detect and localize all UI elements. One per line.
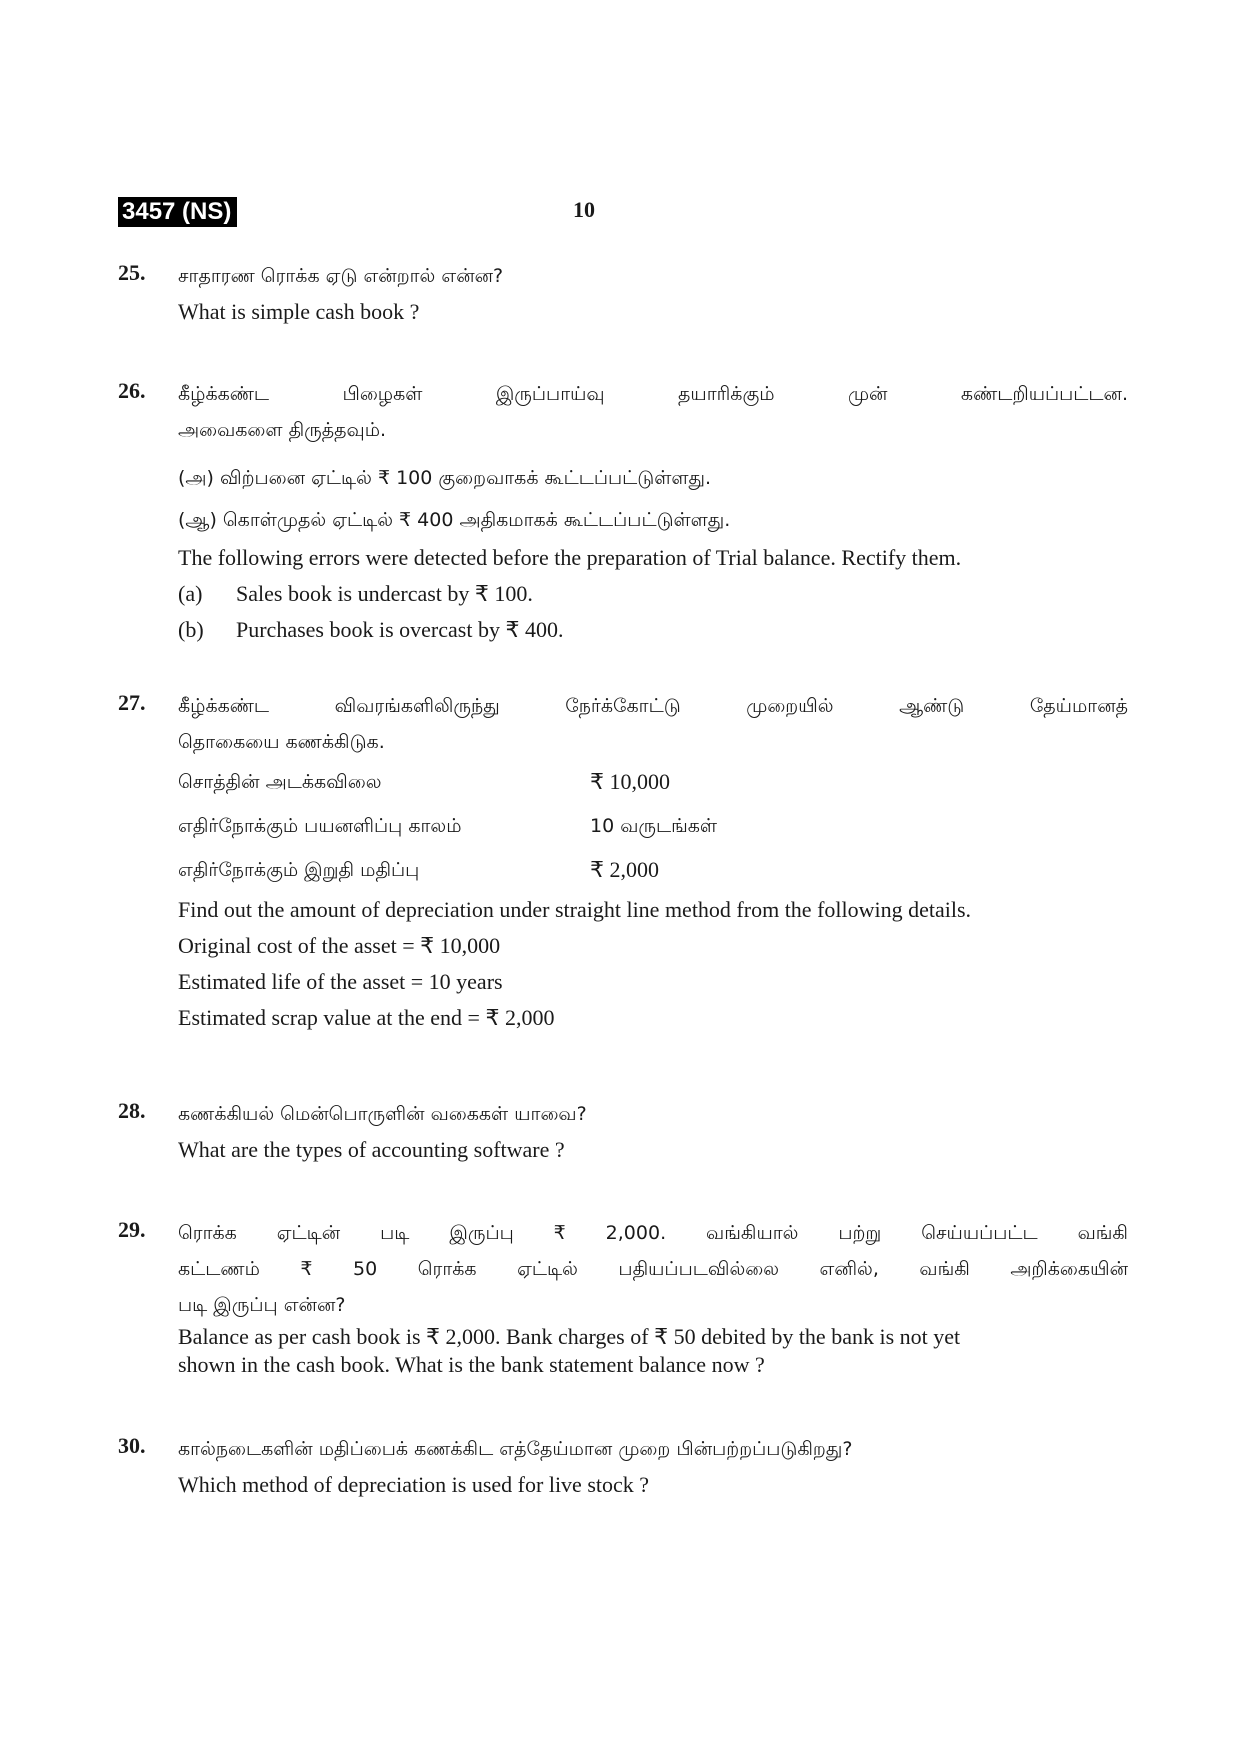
question-english-line: Estimated life of the asset = 10 years — [178, 969, 503, 994]
detail-label: எதிர்நோக்கும் இறுதி மதிப்பு — [178, 859, 420, 881]
question-english: What is simple cash book ? — [178, 299, 420, 324]
sub-item-label: (a) — [178, 581, 203, 606]
detail-value: 10 வருடங்கள் — [590, 815, 718, 837]
question-number: 25. — [118, 260, 146, 285]
detail-value: ₹ 10,000 — [590, 769, 670, 794]
detail-row — [178, 848, 1128, 892]
question-30 — [118, 1431, 1128, 1503]
question-27 — [118, 688, 1128, 1036]
question-tamil-line: தொகையை கணக்கிடுக. — [178, 731, 385, 753]
detail-value: ₹ 2,000 — [590, 857, 659, 882]
detail-label: எதிர்நோக்கும் பயனளிப்பு காலம் — [178, 815, 462, 837]
question-english: Which method of depreciation is used for live stock ? — [178, 1472, 650, 1497]
page-number: 10 — [573, 197, 595, 222]
question-english-line: shown in the cash book. What is the bank statement balance now ? — [178, 1352, 765, 1377]
question-number: 26. — [118, 378, 146, 403]
question-english: What are the types of accounting software ? — [178, 1137, 565, 1162]
question-tamil-line: கீழ்க்கண்ட பிழைகள் இருப்பாய்வு தயாரிக்கும் முன் கண்டறியப்பட்டன. — [178, 383, 1128, 405]
sub-item-label: (b) — [178, 617, 204, 642]
question-number: 30. — [118, 1433, 146, 1458]
question-tamil-line: அவைகளை திருத்தவும். — [178, 419, 387, 441]
tamil-sub-item: (ஆ) கொள்முதல் ஏட்டில் ₹ 400 அதிகமாகக் கூட்டப்பட்டுள்ளது. — [178, 509, 731, 531]
question-29 — [118, 1215, 1128, 1379]
question-english-line: Balance as per cash book is ₹ 2,000. Bank charges of ₹ 50 debited by the bank is not yet — [178, 1324, 961, 1349]
question-number: 29. — [118, 1217, 146, 1242]
question-tamil-line: கட்டணம் ₹ 50 ரொக்க ஏட்டில் பதியப்படவில்லை எனில், வங்கி அறிக்கையின் — [178, 1258, 1128, 1280]
sub-item-text: Sales book is undercast by ₹ 100. — [236, 581, 533, 606]
detail-row — [178, 804, 1128, 848]
detail-row — [178, 760, 1128, 804]
sub-item-text: Purchases book is overcast by ₹ 400. — [236, 617, 564, 642]
detail-label: சொத்தின் அடக்கவிலை — [178, 771, 382, 793]
question-tamil-line: ரொக்க ஏட்டின் படி இருப்பு ₹ 2,000. வங்கியால் பற்று செய்யப்பட்ட வங்கி — [178, 1222, 1128, 1244]
question-english: The following errors were detected before the preparation of Trial balance. Rectify them. — [178, 545, 962, 570]
page-header — [118, 197, 1128, 231]
question-tamil: கணக்கியல் மென்பொருளின் வகைகள் யாவை? — [178, 1103, 587, 1125]
question-tamil: கால்நடைகளின் மதிப்பைக் கணக்கிட எத்தேய்மான முறை பின்பற்றப்படுகிறது? — [178, 1438, 853, 1460]
question-english-line: Original cost of the asset = ₹ 10,000 — [178, 933, 501, 958]
question-tamil-line: படி இருப்பு என்ன? — [178, 1294, 346, 1316]
question-number: 27. — [118, 690, 146, 715]
question-english-line: Find out the amount of depreciation under straight line method from the following details. — [178, 897, 972, 922]
tamil-sub-item: (அ) விற்பனை ஏட்டில் ₹ 100 குறைவாகக் கூட்டப்பட்டுள்ளது. — [178, 467, 711, 489]
question-26 — [118, 376, 1128, 648]
question-25 — [118, 258, 1128, 330]
sub-item-a — [178, 576, 1128, 612]
question-english-line: Estimated scrap value at the end = ₹ 2,000 — [178, 1005, 555, 1030]
question-tamil: சாதாரண ரொக்க ஏடு என்றால் என்ன? — [178, 265, 504, 287]
question-28 — [118, 1096, 1128, 1168]
question-tamil-line: கீழ்க்கண்ட விவரங்களிலிருந்து நேர்க்கோட்டு முறையில் ஆண்டு தேய்மானத் — [178, 695, 1128, 717]
sub-item-b — [178, 612, 1128, 648]
paper-code-badge: 3457 (NS) — [118, 197, 237, 227]
question-number: 28. — [118, 1098, 146, 1123]
